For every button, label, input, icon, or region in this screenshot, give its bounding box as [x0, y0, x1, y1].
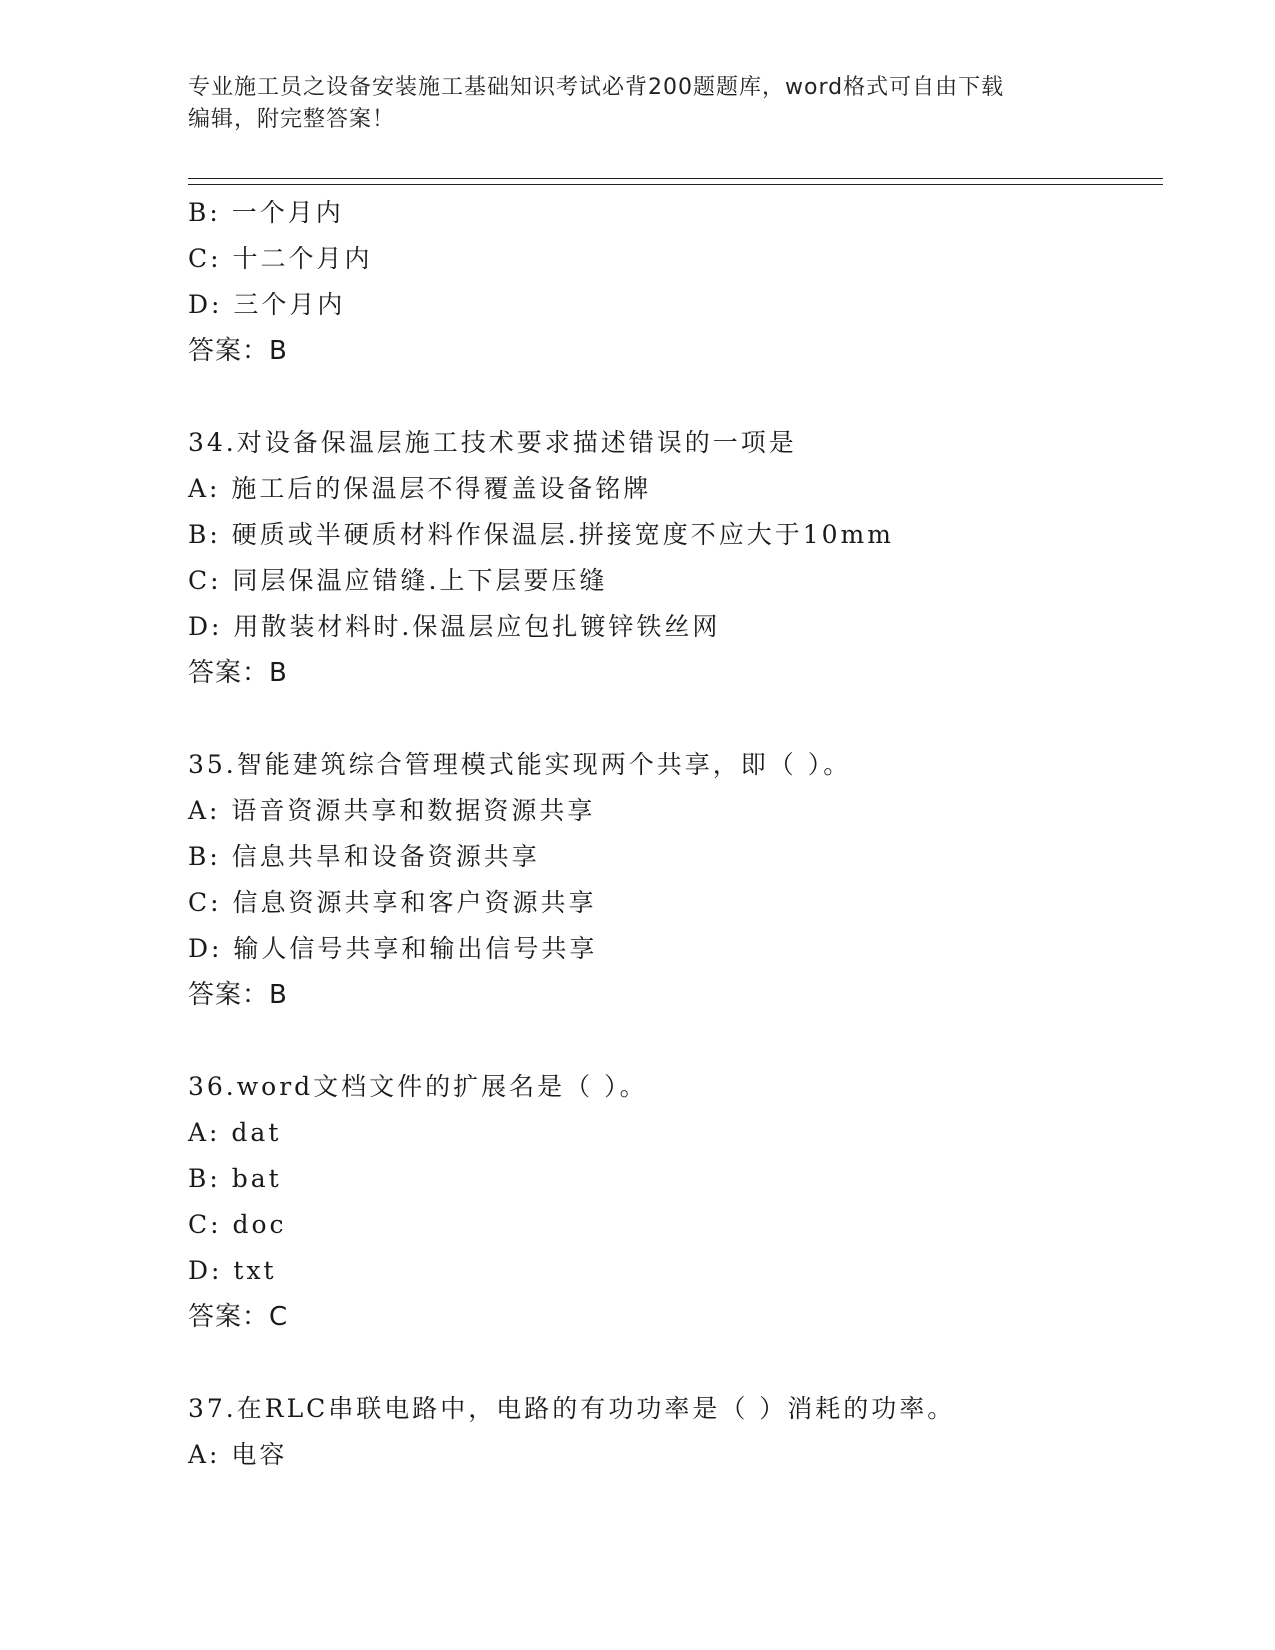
header-divider: [188, 178, 1163, 185]
question-35: [188, 742, 1163, 1018]
question-34: [188, 420, 1163, 696]
answer: 答案：C: [188, 1302, 289, 1332]
option-c: C: 同层保温应错缝.上下层要压缝: [188, 566, 608, 595]
answer: 答案：B: [188, 980, 288, 1010]
page-header: [188, 72, 1088, 136]
header-title-line-1: 专业施工员之设备安装施工基础知识考试必背200题题库，word格式可自由下载: [188, 75, 1005, 100]
option-c: C: doc: [188, 1210, 287, 1239]
option-d: D: 三个月内: [188, 290, 346, 319]
option-b: B: 硬质或半硬质材料作保温层.拼接宽度不应大于10mm: [188, 520, 894, 549]
option-a: A: dat: [188, 1118, 282, 1147]
option-d: D: txt: [188, 1256, 277, 1285]
spacer: [188, 374, 1163, 420]
question-list: [188, 190, 1163, 1478]
answer: 答案：B: [188, 336, 288, 366]
spacer: [188, 696, 1163, 742]
option-c: C: 信息资源共享和客户资源共享: [188, 888, 597, 917]
option-d: D: 输人信号共享和输出信号共享: [188, 934, 598, 963]
question-stem: 37.在RLC串联电路中，电路的有功功率是（ ）消耗的功率。: [188, 1394, 956, 1423]
option-a: A: 语音资源共享和数据资源共享: [188, 796, 596, 825]
option-a: A: 施工后的保温层不得覆盖设备铭牌: [188, 474, 652, 503]
spacer: [188, 1340, 1163, 1386]
header-title-line-2: 编辑，附完整答案！: [188, 107, 396, 132]
option-b: B: bat: [188, 1164, 282, 1193]
question-stem: 34.对设备保温层施工技术要求描述错误的一项是: [188, 428, 797, 457]
answer: 答案：B: [188, 658, 288, 688]
option-c: C: 十二个月内: [188, 244, 373, 273]
question-stem: 36.word文档文件的扩展名是（ ）。: [188, 1072, 648, 1101]
option-b: B: 一个月内: [188, 198, 344, 227]
question-stem: 35.智能建筑综合管理模式能实现两个共享，即（ ）。: [188, 750, 852, 779]
question-33-continuation: [188, 190, 1163, 374]
spacer: [188, 1018, 1163, 1064]
option-d: D: 用散装材料时.保温层应包扎镀锌铁丝网: [188, 612, 721, 641]
question-36: [188, 1064, 1163, 1340]
option-a: A: 电容: [188, 1440, 288, 1469]
option-b: B: 信息共旱和设备资源共享: [188, 842, 540, 871]
question-37: [188, 1386, 1163, 1478]
